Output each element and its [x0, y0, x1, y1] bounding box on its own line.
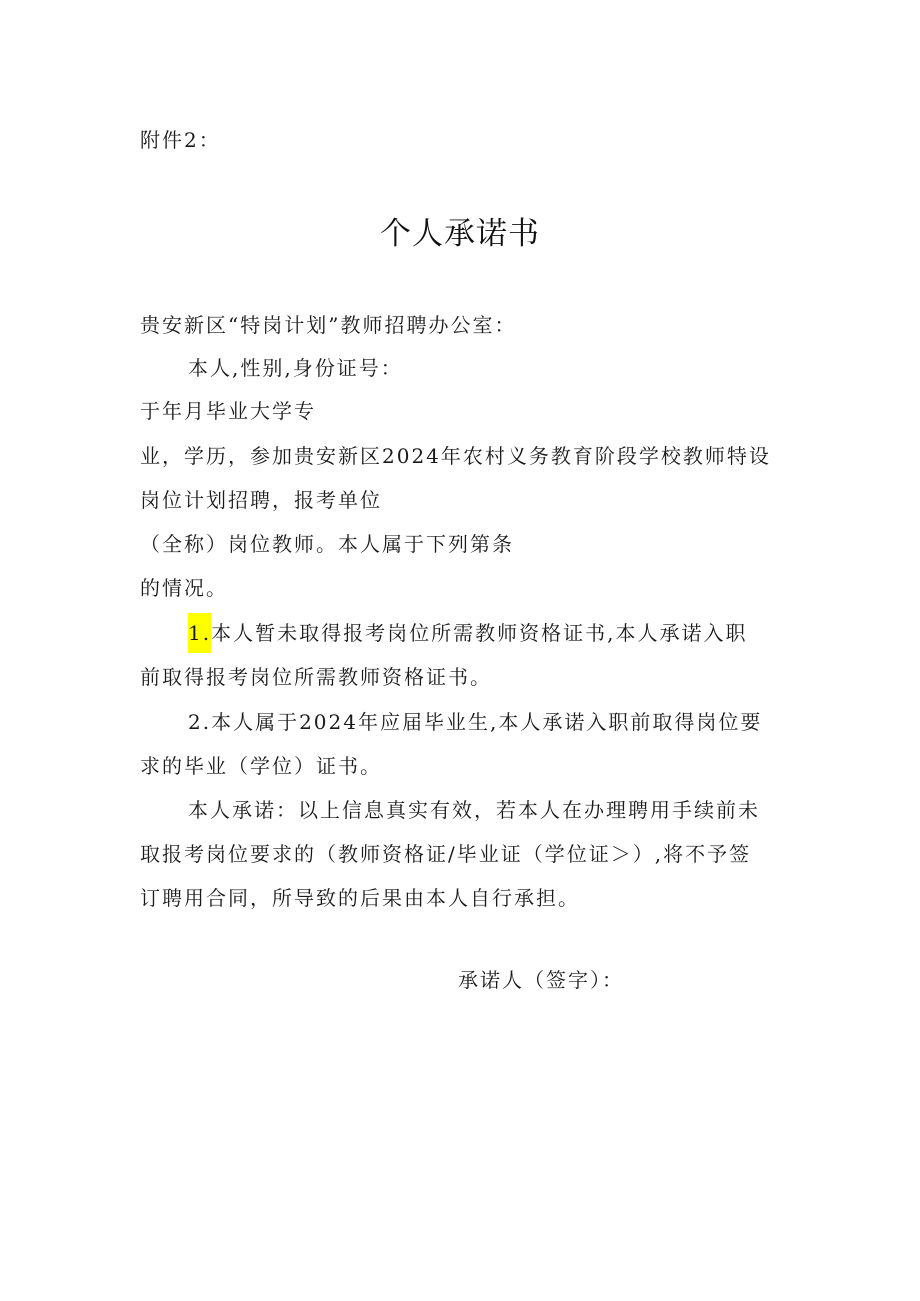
para1-line4: 岗位计划招聘，报考单位 [140, 488, 382, 512]
item1-line1 [188, 619, 747, 647]
item1-number-highlight: 1. [188, 613, 211, 653]
para1-line6: 的情况。 [140, 576, 228, 600]
attachment-label: 附件2： [140, 128, 221, 152]
pledge-line3: 订聘用合同，所导致的后果由本人自行承担。 [140, 886, 580, 910]
document-title: 个人承诺书 [380, 216, 540, 252]
para1-line5: （全称）岗位教师。本人属于下列第条 [140, 532, 514, 556]
item2-line2: 求的毕业（学位）证书。 [140, 754, 382, 778]
addressee: 贵安新区“特岗计划”教师招聘办公室： [140, 313, 517, 337]
pledge-line1: 本人承诺：以上信息真实有效，若本人在办理聘用手续前未 [188, 798, 760, 822]
item1-text: 本人暂未取得报考岗位所需教师资格证书,本人承诺入职 [211, 621, 748, 645]
item1-line2: 前取得报考岗位所需教师资格证书。 [140, 665, 492, 689]
para1-line2: 于年月毕业大学专 [140, 399, 316, 423]
item2-line1: 2.本人属于2024年应届毕业生,本人承诺入职前取得岗位要 [188, 710, 763, 734]
pledge-line2: 取报考岗位要求的（教师资格证/毕业证（学位证＞）,将不予签 [140, 842, 752, 866]
para1-line3: 业，学历，参加贵安新区2024年农村义务教育阶段学校教师特设 [140, 444, 771, 468]
signature-label: 承诺人（签字）： [458, 968, 624, 992]
para1-line1: 本人,性别,身份证号： [188, 356, 403, 380]
